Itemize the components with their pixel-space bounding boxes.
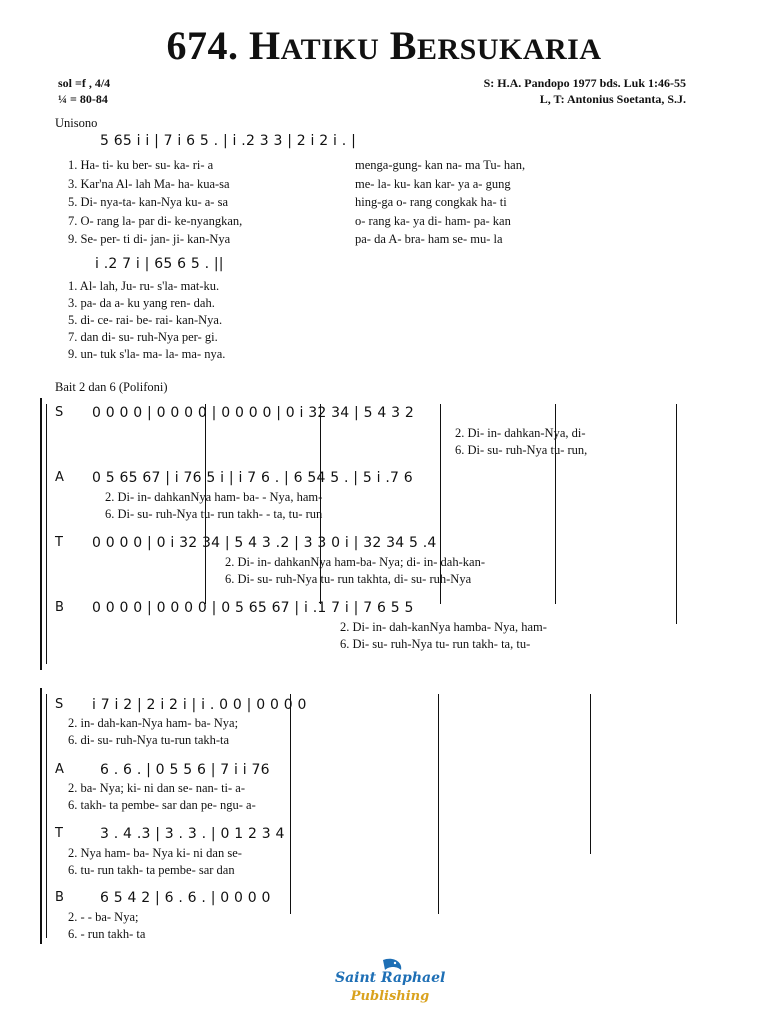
lyrics-credit: L, T: Antonius Soetanta, S.J. [539, 92, 686, 106]
hymn-number: 674. [166, 23, 239, 68]
voice-label-soprano: S [55, 405, 64, 420]
tenor-notes: 0 0 0 0 | 0 i 32 34 | 5 4 3 .2 | 3 3 0 i | 32 34 5 .4 [92, 535, 437, 551]
bar-line [590, 694, 591, 854]
tenor-lyrics-2: 2. Di- in- dahkanNya ham-ba- Nya; di- in- dah-kan- [225, 555, 485, 569]
lyric-line: 9. un- tuk s'la- ma- la- ma- nya. [68, 347, 226, 361]
voice-label-alto: A [55, 762, 64, 777]
system2-bracket [40, 688, 42, 944]
unison-row1-lyrics-b [355, 156, 525, 249]
voice-label-bass: B [55, 890, 64, 905]
bar-line [676, 404, 677, 624]
bar-line [438, 694, 439, 914]
bass-lyrics-6: 6. - run takh- ta [68, 927, 146, 941]
unison-label: Unisono [55, 116, 98, 130]
bass-lyrics-6: 6. Di- su- ruh-Nya tu- run takh- ta, tu- [340, 637, 531, 651]
logo-line1: Saint Raphael [335, 970, 446, 986]
voice-label-bass: B [55, 600, 64, 615]
lyric-line: o- rang ka- ya di- ham- pa- kan [355, 213, 511, 228]
unison-row2-lyrics [68, 278, 225, 363]
system1-bracket [40, 398, 42, 670]
lyric-line: 7. dan di- su- ruh-Nya per- gi. [68, 330, 218, 344]
lyric-line: 3. Kar'na Al- lah Ma- ha- kua-sa [68, 176, 230, 191]
bass-lyrics-2: 2. Di- in- dah-kanNya hamba- Nya, ham- [340, 620, 547, 634]
tenor-lyrics-2: 2. Nya ham- ba- Nya ki- ni dan se- [68, 846, 242, 860]
polyphony-label: Bait 2 dan 6 (Polifoni) [55, 380, 168, 394]
lyric-line: 3. pa- da a- ku yang ren- dah. [68, 296, 215, 310]
lyric-line: hing-ga o- rang congkak ha- ti [355, 195, 507, 209]
lyric-line: 5. di- ce- rai- be- rai- kan-Nya. [68, 313, 223, 327]
bass-notes: 0 0 0 0 | 0 0 0 0 | 0 5 65 67 | i .1 7 i | 7 6 5 5 [92, 600, 414, 616]
soprano-lyrics-2: 2. Di- in- dahkan-Nya, di- [455, 426, 586, 440]
soprano-lyrics-6: 6. di- su- ruh-Nya tu-run takh-ta [68, 733, 230, 747]
system2-bracket-inner [46, 694, 47, 938]
alto-lyrics-2: 2. Di- in- dahkanNya ham- ba- - Nya, ham- [105, 490, 323, 504]
lyric-line: 5. Di- nya-ta- kan-Nya ku- a- sa [68, 195, 229, 209]
lyric-line: 9. Se- per- ti di- jan- ji- kan-Nya [68, 232, 231, 246]
system1-bracket-inner [46, 404, 47, 664]
bass-notes: 6 5 4 2 | 6 . 6 . | 0 0 0 0 [100, 890, 271, 906]
soprano-notes: 0 0 0 0 | 0 0 0 0 | 0 0 0 0 | 0 i 32 34 | 5 4 3 2 [92, 405, 414, 421]
voice-label-tenor: T [55, 826, 63, 841]
tenor-notes: 3 . 4 .3 | 3 . 3 . | 0 1 2 3 4 [100, 826, 285, 842]
lyric-line: pa- da A- bra- ham se- mu- la [355, 232, 503, 246]
logo-line2: Publishing [350, 989, 430, 1004]
bar-line [290, 694, 291, 914]
unison-row2-notes: i .2 7 i | 65 6 5 . || [95, 256, 224, 272]
alto-lyrics-6: 6. takh- ta pembe- sar dan pe- ngu- a- [68, 798, 256, 812]
tempo-marking: ¼ = 80-84 [58, 92, 108, 106]
voice-label-alto: A [55, 470, 64, 485]
soprano-lyrics-2: 2. in- dah-kan-Nya ham- ba- Nya; [68, 716, 239, 730]
unison-row1-lyrics [68, 156, 242, 249]
unison-row1-notes: 5 65 i i | 7 i 6 5 . | i .2 3 3 | 2 i 2 i . | [100, 133, 356, 149]
lyric-line: me- la- ku- kan kar- ya a- gung [355, 176, 511, 191]
lyric-line: 7. O- rang la- par di- ke-nyangkan, [68, 213, 243, 228]
lyric-line: 1. Ha- ti- ku ber- su- ka- ri- a [68, 158, 214, 172]
page-title: 674. HATIKU BERSUKARIA [166, 23, 602, 68]
tenor-lyrics-6: 6. tu- run takh- ta pembe- sar dan [68, 863, 235, 877]
bass-lyrics-2: 2. - - ba- Nya; [68, 910, 139, 924]
publisher-logo [335, 956, 445, 1014]
alto-lyrics-6: 6. Di- su- ruh-Nya tu- run takh- - ta, tu- run [105, 507, 323, 521]
lyric-line: menga-gung- kan na- ma Tu- han, [355, 158, 526, 172]
lyric-line: 1. Al- lah, Ju- ru- s'la- mat-ku. [68, 279, 220, 293]
source-credit: S: H.A. Pandopo 1977 bds. Luk 1:46-55 [483, 76, 686, 90]
tenor-lyrics-6: 6. Di- su- ruh-Nya tu- run takhta, di- su- ruh-Nya [225, 572, 472, 586]
voice-label-soprano: S [55, 697, 64, 712]
alto-lyrics-2: 2. ba- Nya; ki- ni dan se- nan- ti- a- [68, 781, 246, 795]
soprano-notes: i 7 i 2 | 2 i 2 i | i . 0 0 | 0 0 0 0 [92, 697, 307, 713]
voice-label-tenor: T [55, 535, 63, 550]
key-signature: sol =f , 4/4 [58, 76, 111, 90]
alto-notes: 0 5 65 67 | i 76 5 i | i 7 6 . | 6 54 5 . | 5 i .7 6 [92, 470, 413, 486]
alto-notes: 6 . 6 . | 0 5 5 6 | 7 i i 76 [100, 762, 270, 778]
soprano-lyrics-6: 6. Di- su- ruh-Nya tu- run, [455, 443, 588, 457]
